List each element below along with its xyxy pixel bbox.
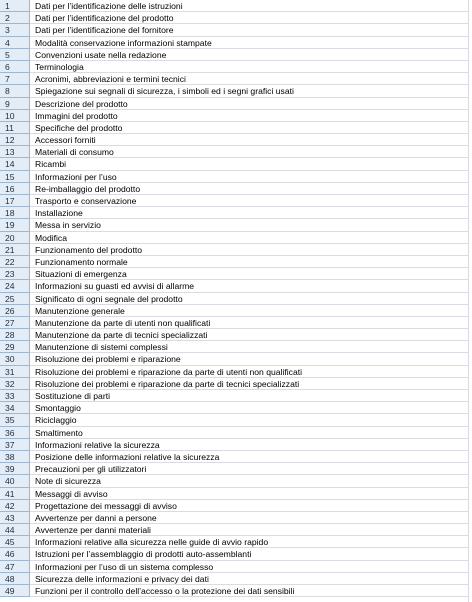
table-row [0,585,472,597]
table-row [0,524,472,536]
table-cell[interactable]: Avvertenze per danni a persone [30,512,472,523]
table-row [0,439,472,451]
table-cell[interactable]: Descrizione del prodotto [30,98,472,109]
table-row [0,61,472,73]
table-row [0,463,472,475]
table-cell[interactable]: Sicurezza delle informazioni e privacy dei dati [30,573,472,584]
table-row [0,232,472,244]
row-number[interactable]: 32 [0,378,30,390]
table-row [0,49,472,61]
table-cell[interactable]: Convenzioni usate nella redazione [30,49,472,60]
row-number[interactable]: 16 [0,183,30,195]
table-row [0,414,472,426]
table-row [0,73,472,85]
table-cell[interactable]: Modifica [30,232,472,243]
table-row [0,146,472,158]
table-row [0,548,472,560]
row-number[interactable]: 23 [0,268,30,280]
table-cell[interactable]: Materiali di consumo [30,146,472,157]
table-row [0,305,472,317]
table-row [0,280,472,292]
row-number[interactable]: 27 [0,317,30,329]
table-row [0,207,472,219]
table-cell[interactable]: Risoluzione dei problemi e riparazione da parte di tecnici specializzati [30,378,472,389]
table-cell[interactable]: Re-imballaggio del prodotto [30,183,472,194]
table-row [0,561,472,573]
table-cell[interactable]: Dati per l’identificazione del fornitore [30,24,472,35]
table-cell[interactable]: Funzioni per il controllo dell’accesso o la protezione dei dati sensibili [30,585,472,596]
table-cell[interactable]: Spiegazione sui segnali di sicurezza, i simboli ed i segni grafici usati [30,85,472,96]
table-cell[interactable]: Specifiche del prodotto [30,122,472,133]
row-number[interactable]: 5 [0,49,30,61]
table-cell[interactable]: Funzionamento normale [30,256,472,267]
table-row [0,475,472,487]
row-number[interactable]: 25 [0,293,30,305]
row-number[interactable]: 42 [0,500,30,512]
row-number[interactable]: 48 [0,573,30,585]
table-cell[interactable]: Funzionamento del prodotto [30,244,472,255]
table-row [0,353,472,365]
row-number[interactable]: 26 [0,305,30,317]
row-number[interactable]: 30 [0,353,30,365]
table-row [0,500,472,512]
table-cell[interactable]: Progettazione dei messaggi di avviso [30,500,472,511]
row-number[interactable]: 45 [0,536,30,548]
row-number[interactable]: 1 [0,0,30,12]
table-cell[interactable]: Installazione [30,207,472,218]
row-number[interactable]: 21 [0,244,30,256]
table-cell[interactable]: Avvertenze per danni materiali [30,524,472,535]
table-row [0,85,472,97]
table-row [0,536,472,548]
table-cell[interactable]: Risoluzione dei problemi e riparazione da parte di utenti non qualificati [30,366,472,377]
table-row [0,24,472,36]
row-number[interactable]: 31 [0,366,30,378]
table-cell[interactable]: Posizione delle informazioni relative la sicurezza [30,451,472,462]
table-cell[interactable]: Informazioni relative alla sicurezza nelle guide di avvio rapido [30,536,472,547]
row-number[interactable]: 18 [0,207,30,219]
row-number[interactable]: 19 [0,219,30,231]
row-number[interactable]: 15 [0,171,30,183]
row-number[interactable]: 41 [0,488,30,500]
table-cell[interactable]: Informazioni relative la sicurezza [30,439,472,450]
table-cell[interactable]: Ricambi [30,158,472,169]
table-cell[interactable]: Dati per l’identificazione del prodotto [30,12,472,23]
table-cell[interactable]: Riciclaggio [30,414,472,425]
table-cell[interactable]: Manutenzione da parte di tecnici specializzati [30,329,472,340]
row-number[interactable]: 28 [0,329,30,341]
table-row [0,0,472,12]
table-cell[interactable]: Dati per l’identificazione delle istruzioni [30,0,472,11]
row-number[interactable]: 46 [0,548,30,560]
table-row [0,390,472,402]
row-number[interactable]: 44 [0,524,30,536]
row-number[interactable]: 3 [0,24,30,36]
table-row [0,317,472,329]
table-cell[interactable]: Acronimi, abbreviazioni e termini tecnici [30,73,472,84]
row-number[interactable]: 12 [0,134,30,146]
table-row [0,122,472,134]
table-row [0,37,472,49]
column-edge [468,0,472,602]
row-number[interactable]: 49 [0,585,30,597]
table-cell[interactable]: Trasporto e conservazione [30,195,472,206]
table-row [0,402,472,414]
table-row [0,488,472,500]
row-number[interactable]: 37 [0,439,30,451]
row-number[interactable]: 14 [0,158,30,170]
row-number[interactable]: 38 [0,451,30,463]
row-number[interactable]: 7 [0,73,30,85]
table-row [0,378,472,390]
table-cell[interactable]: Immagini del prodotto [30,110,472,121]
table-row [0,512,472,524]
table-cell[interactable]: Sostituzione di parti [30,390,472,401]
row-number[interactable]: 17 [0,195,30,207]
row-number[interactable]: 34 [0,402,30,414]
table-row [0,256,472,268]
row-number[interactable]: 2 [0,12,30,24]
table-row [0,134,472,146]
table-row [0,110,472,122]
table-cell[interactable]: Accessori forniti [30,134,472,145]
table-cell[interactable]: Precauzioni per gli utilizzatori [30,463,472,474]
table-cell[interactable]: Informazioni su guasti ed avvisi di allarme [30,280,472,291]
table-cell[interactable]: Terminologia [30,61,472,72]
table-row [0,268,472,280]
table-row [0,98,472,110]
table-cell[interactable]: Smaltimento [30,427,472,438]
table-row [0,366,472,378]
table-row [0,219,472,231]
row-number[interactable]: 13 [0,146,30,158]
row-number[interactable]: 4 [0,37,30,49]
table-cell[interactable]: Modalità conservazione informazioni stampate [30,37,472,48]
table-cell[interactable]: Significato di ogni segnale del prodotto [30,293,472,304]
row-number[interactable]: 40 [0,475,30,487]
table-row [0,158,472,170]
table-cell[interactable]: Messa in servizio [30,219,472,230]
table-row [0,244,472,256]
table-row [0,183,472,195]
row-number[interactable]: 11 [0,122,30,134]
row-number[interactable]: 24 [0,280,30,292]
table-cell[interactable]: Istruzioni per l’assemblaggio di prodotti auto-assemblanti [30,548,472,559]
row-number[interactable]: 43 [0,512,30,524]
table-row [0,451,472,463]
row-number[interactable]: 20 [0,232,30,244]
table-cell[interactable]: Informazioni per l’uso di un sistema complesso [30,561,472,572]
table-row [0,195,472,207]
row-number[interactable]: 39 [0,463,30,475]
table-row [0,171,472,183]
row-number[interactable]: 36 [0,427,30,439]
row-number[interactable]: 8 [0,85,30,97]
table-row [0,341,472,353]
table-cell[interactable]: Manutenzione da parte di utenti non qualificati [30,317,472,328]
table-cell[interactable]: Manutenzione generale [30,305,472,316]
table-cell[interactable]: Manutenzione di sistemi complessi [30,341,472,352]
table-row [0,427,472,439]
table-cell[interactable]: Note di sicurezza [30,475,472,486]
row-number[interactable]: 33 [0,390,30,402]
row-number[interactable]: 10 [0,110,30,122]
table-row [0,293,472,305]
row-number[interactable]: 22 [0,256,30,268]
table-row [0,573,472,585]
table-cell[interactable]: Situazioni di emergenza [30,268,472,279]
row-number[interactable]: 47 [0,561,30,573]
table-cell[interactable]: Informazioni per l’uso [30,171,472,182]
table-row [0,12,472,24]
table-cell[interactable]: Risoluzione dei problemi e riparazione [30,353,472,364]
row-number[interactable]: 6 [0,61,30,73]
row-number[interactable]: 9 [0,98,30,110]
row-number[interactable]: 35 [0,414,30,426]
table-cell[interactable]: Smontaggio [30,402,472,413]
table-cell[interactable]: Messaggi di avviso [30,488,472,499]
table-row [0,329,472,341]
row-number[interactable]: 29 [0,341,30,353]
